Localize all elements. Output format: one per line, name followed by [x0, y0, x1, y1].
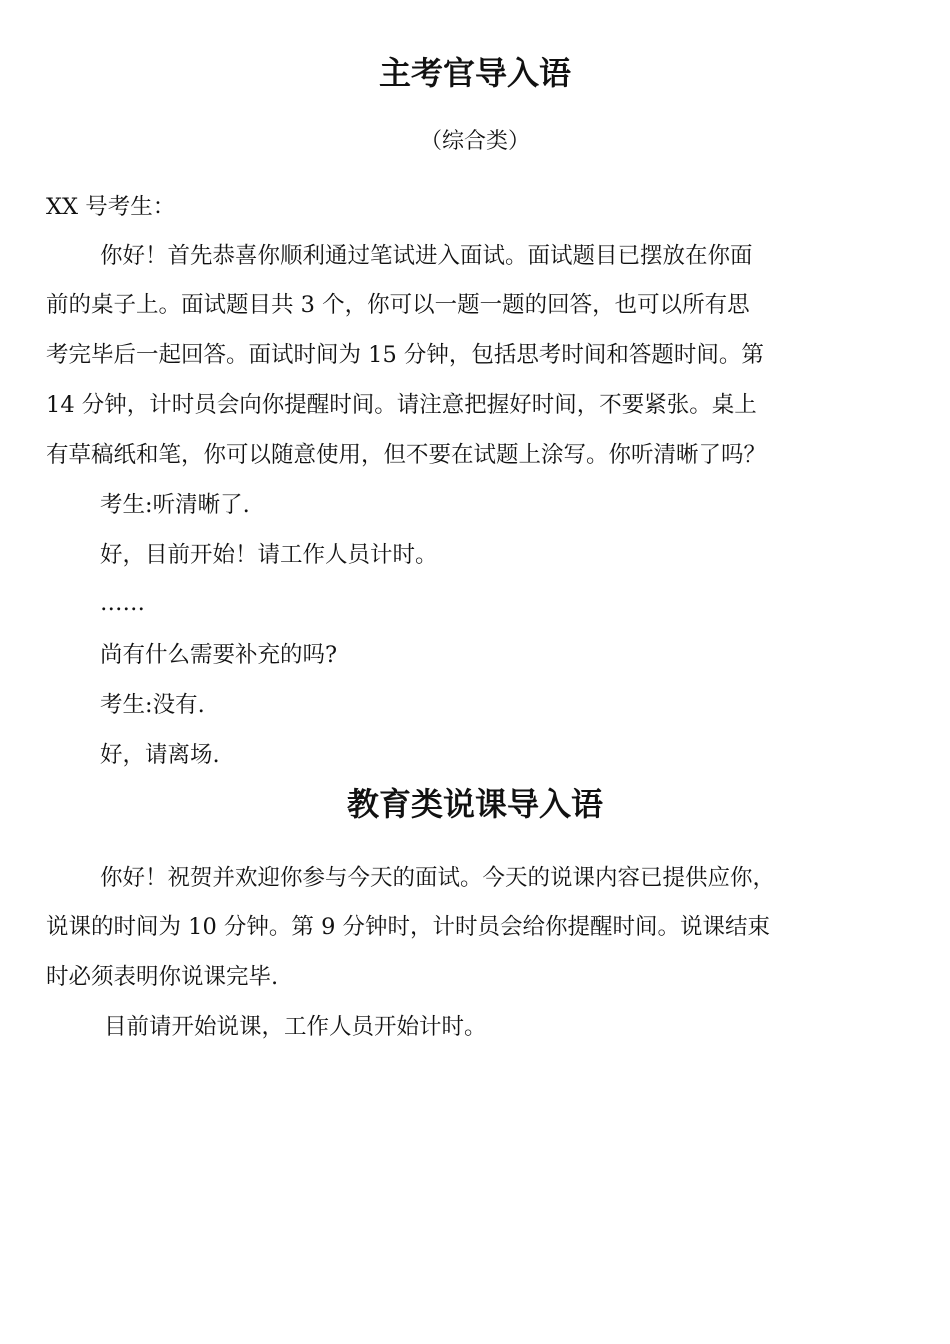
salutation: XX 号考生： — [46, 194, 176, 220]
paragraph-line: 前的桌子上。面试题目共 3 个，你可以一题一题的回答，也可以所有思 — [46, 292, 750, 318]
paragraph-line: 时必须表明你说课完毕. — [46, 964, 279, 990]
candidate-reply: 考生:听清晰了. — [100, 492, 250, 518]
final-line: 目前请开始说课，工作人员开始计时。 — [104, 1014, 487, 1040]
candidate-reply: 考生:没有. — [100, 692, 205, 718]
paragraph-line: 你好！祝贺并欢迎你参与今天的面试。今天的说课内容已提供应你， — [100, 865, 776, 891]
question-line: 尚有什么需要补充的吗? — [100, 642, 338, 668]
paragraph-line: 考完毕后一起回答。面试时间为 15 分钟，包括思考时间和答题时间。第 — [46, 342, 764, 368]
paragraph-line: 说课的时间为 10 分钟。第 9 分钟时，计时员会给你提醒时间。说课结束 — [46, 914, 771, 940]
closing-line: 好，请离场. — [100, 742, 220, 768]
page-title: 主考官导入语 — [378, 54, 571, 92]
section-title-education: 教育类说课导入语 — [346, 785, 603, 823]
paragraph-line: 你好！首先恭喜你顺利通过笔试进入面试。面试题目已摆放在你面 — [100, 243, 753, 269]
ellipsis: …… — [100, 590, 145, 616]
paragraph-line: 有草稿纸和笔，你可以随意使用，但不要在试题上涂写。你听清晰了吗？ — [46, 442, 767, 468]
paragraph-line: 14 分钟，计时员会向你提醒时间。请注意把握好时间，不要紧张。桌上 — [46, 392, 757, 418]
start-line: 好，目前开始！请工作人员计时。 — [100, 542, 438, 568]
page-subtitle: （综合类） — [419, 129, 530, 154]
